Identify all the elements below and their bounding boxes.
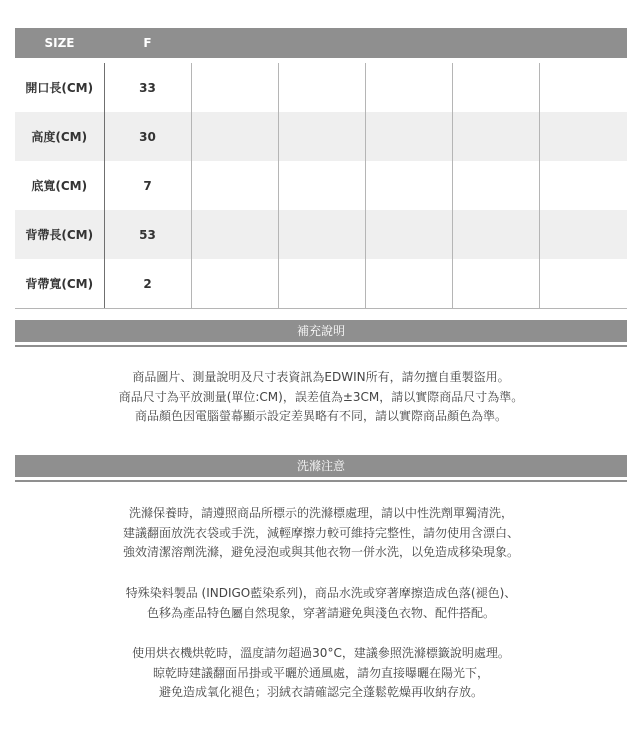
washing-title: 洗滌注意 <box>15 455 627 477</box>
size-f-header: F <box>104 28 191 61</box>
washing-paragraph-3 <box>15 644 627 703</box>
row-value: 2 <box>104 259 191 309</box>
table-row <box>15 210 627 259</box>
row-value: 53 <box>104 210 191 259</box>
table-row <box>15 112 627 161</box>
row-value: 7 <box>104 161 191 210</box>
washing-line: 洗滌保養時，請遵照商品所標示的洗滌標處理，請以中性洗劑單獨清洗， <box>128 506 513 520</box>
row-label: 底寬(CM) <box>15 161 104 210</box>
washing-paragraph-1 <box>15 504 627 563</box>
row-label: 開口長(CM) <box>15 61 104 113</box>
supplement-title: 補充說明 <box>15 320 627 342</box>
supplement-line: 商品尺寸為平放測量(單位:CM)，誤差值為±3CM，請以實際商品尺寸為準。 <box>118 389 524 404</box>
table-row <box>15 259 627 309</box>
size-table-header-row <box>15 28 627 61</box>
washing-line: 避免造成氧化褪色；羽絨衣請確認完全蓬鬆乾燥再收納存放。 <box>158 685 483 699</box>
washing-line: 特殊染料製品 (INDIGO藍染系列)，商品水洗或穿著摩擦造成色落(褪色)、 <box>125 586 517 600</box>
washing-line: 晾乾時建議翻面吊掛或平曬於通風處，請勿直接曝曬在陽光下， <box>152 665 489 680</box>
supplement-line: 商品顏色因電腦螢幕顯示設定差異略有不同，請以實際商品顏色為準。 <box>134 409 507 423</box>
row-value: 33 <box>104 61 191 113</box>
washing-line: 建議翻面放洗衣袋或手洗，減輕摩擦力較可維持完整性，請勿使用含漂白、 <box>122 525 519 540</box>
washing-paragraph-2 <box>15 584 627 623</box>
size-table <box>15 28 627 309</box>
supplement-line: 商品圖片、測量說明及尺寸表資訊為EDWIN所有，請勿擅自重製盜用。 <box>132 370 510 384</box>
washing-line: 使用烘衣機烘乾時，溫度請勿超過30°C，建議參照洗滌標籤說明處理。 <box>132 646 510 660</box>
size-header: SIZE <box>15 28 104 61</box>
row-value: 30 <box>104 112 191 161</box>
washing-line: 強效清潔溶劑洗滌，避免浸泡或與其他衣物一併水洗，以免造成移染現象。 <box>122 545 519 559</box>
row-label: 背帶長(CM) <box>15 210 104 259</box>
washing-line: 色移為產品特色屬自然現象，穿著請避免與淺色衣物、配件搭配。 <box>146 605 495 620</box>
table-row <box>15 161 627 210</box>
table-row <box>15 61 627 113</box>
supplement-text <box>15 368 627 427</box>
row-label: 高度(CM) <box>15 112 104 161</box>
row-label: 背帶寬(CM) <box>15 259 104 309</box>
